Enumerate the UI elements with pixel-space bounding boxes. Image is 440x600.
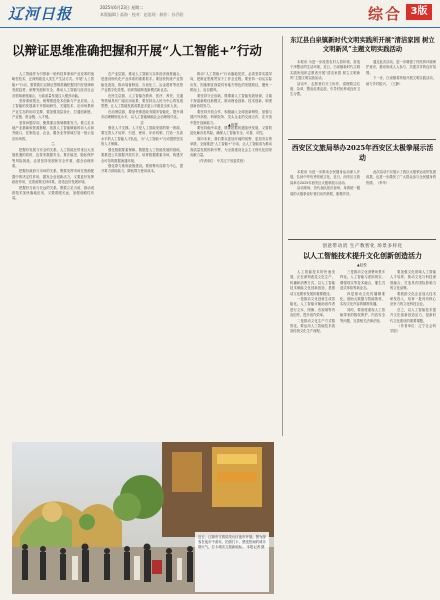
- paragraph: 本报讯 为进一步改善农村人居环境，营造干净整洁的生活环境，近日，白泉镇新时代文明实践所组织志愿者开展“清洁家园 树立文明新风”主题文明实践活动。: [290, 60, 360, 81]
- left-article-headline: 以辩证思维准确把握和开展“人工智能+”行动: [12, 43, 262, 58]
- paragraph: 要坚持稳中求进，既要抢抓机遇加快发展，又要防范化解各类风险，确保人工智能安全、可靠、可控。: [190, 126, 272, 136]
- paragraph: 总之，以人工智能技术提升文化创新创造活力，是新时代文化建设的重要课题。: [390, 307, 436, 323]
- paragraph: 推动“人工智能+”行动落地见效，必须坚持实践导向，把辩证思维贯穿于工作全过程。要坚持一切从实际出发，因地制宜探索具有地方特色的发展路径，避免一哄而上、盲目跟风。: [190, 72, 272, 93]
- newspaper-logo: 辽河日报: [8, 5, 73, 23]
- paragraph: 把握好发展与安全的关系。人工智能在带来巨大发展机遇的同时，也带来数据安全、算法偏见、隐私保护等风险挑战，必须坚持发展和安全并重，健全治理体系。: [12, 147, 94, 168]
- right-top-col2: [366, 60, 436, 138]
- paragraph: 强化数据要素保障。数据是人工智能发展的基础，要推进公共数据开放共享，培育数据要素市场，构建安全可信的数据流通环境。: [101, 147, 183, 163]
- left-article-col2: [101, 72, 183, 438]
- right-bot-col2: [340, 270, 385, 595]
- paragraph: 三是推动文化消费场景多样化。人工智能与虚拟现实、增强现实等技术融合，催生沉浸式体验等新业态。: [340, 270, 385, 291]
- paragraph: 四是推动文化传播精准化。借助大数据与智能推荐，实现文化内容的精准传播。: [340, 291, 385, 307]
- paragraph: 同时，要高度重视人工智能带来的版权保护、内容安全等问题，完善相关法律法规。: [340, 307, 385, 323]
- date-line: 2025年6月23日 星期二: [100, 5, 144, 10]
- paragraph: 活动中，志愿者们分工协作，清理路边垃圾、杂草，整治乱堆乱放，引导村民养成良好卫生习惯。: [290, 81, 360, 97]
- subhead: 三: [140, 120, 144, 125]
- right-bot-col3: [390, 270, 436, 595]
- right-bot-headline: 以人工智能技术提升文化创新创造活力: [303, 251, 422, 260]
- left-article-col1: [12, 72, 94, 438]
- paragraph: （作者单位：辽宁社会科学院）: [390, 324, 436, 334]
- paragraph: 通过此次活动，进一步增强了村民的环境保护意识，推动形成人人参与、共建共享的良好氛围。: [366, 60, 436, 75]
- paragraph: 本报讯 为进一步推动全民健身运动深入开展，弘扬中华优秀传统文化，近日，西安区文旅局举办2025年西安区太极拳展示活动。: [290, 170, 360, 185]
- right-mid-col2: [366, 170, 436, 238]
- paragraph: 强化人才支撑。人才是人工智能发展的第一资源，要完善人才培养、引进、使用、评价机制，打造一支高水平的人工智能人才队伍，为“人工智能+”行动提供坚实的人才保障。: [101, 126, 183, 147]
- caption-credit: 本报记者 摄: [246, 545, 265, 550]
- right-bot-col1: [290, 270, 335, 595]
- paragraph: 在治理层面，要加快推进政务服务智能化，提升城市治理精细化水平，以人工智能赋能社会治理现代化。: [101, 109, 183, 120]
- editor-line: 本版编辑 | 高海 · 校对：赵思瑶 · 制作：孙乔阳: [100, 12, 184, 17]
- right-bot-byline: ▲赵悦: [357, 263, 367, 267]
- paragraph: 下一步，白泉镇将持续开展文明实践活动，助力乡村振兴。（王静）: [366, 76, 436, 86]
- paragraph: 在民生层面，人工智能在教育、医疗、养老、交通等领域具有广阔应用前景，要坚持以人民为中心的发展思想，让人工智能发展成果更多更公平惠及全体人民。: [101, 93, 183, 109]
- divider: [288, 239, 436, 240]
- paragraph: 此次活动不仅展示了我区太极拳运动的发展成果，也进一步激发了广大群众参与全民健身的热情。（李华）: [366, 170, 436, 185]
- paragraph: （作者单位：中共辽宁省委党校）: [197, 158, 247, 163]
- paragraph: 要加强文化领域人工智能人才培养，推动文化与科技深度融合，打造具有国际影响力的文化品牌。: [390, 270, 436, 291]
- paragraph: 坚持系统观念，统筹推进技术创新与产业应用。人工智能的发展离不开基础研究、关键技术、应用场景和产业生态的协同支撑，要加强顶层设计，打通创新链、产业链、资金链、人才链。: [12, 99, 94, 120]
- paragraph: 把握好当前与长远的关系。既要立足当前，推动成熟技术加快落地应用，又要着眼长远，加强前瞻性布局。: [12, 185, 94, 201]
- paragraph: 人工智能技术的快速发展，正在深刻改变文化生产、传播和消费方式。以人工智能技术赋能文化创新创造，是推动文化繁荣发展的重要路径。: [290, 270, 335, 296]
- masthead: [0, 0, 440, 28]
- left-article-byline: ▲蒋慧: [228, 123, 238, 127]
- page-number: 3版: [406, 4, 432, 20]
- paragraph: 人工智能作为引领新一轮科技革命和产业变革的战略性技术，正深刻改变人类生产生活方式。开展“人工智能+”行动，需要我们以辩证思维准确把握其内在规律和发展趋势，统筹发展和安全，推动人工智能与经济社会各领域深度融合，为高质量发展注入强劲动能。: [12, 72, 94, 98]
- paragraph: 一是推动文化创意生成智能化。人工智能可辅助创作者进行文本、图像、音视频等内容创作，提升创作效率。: [290, 297, 335, 318]
- subhead: 二: [51, 142, 55, 147]
- paragraph: 活动现场，各代表队依次登场，身着统一服装的太极拳爱好者们动作舒展、刚柔并济。: [290, 186, 360, 196]
- right-top-col1: [290, 60, 360, 138]
- section-title: 综合: [367, 5, 402, 23]
- right-mid-headline: 西安区文旅局举办2025年西安区太极拳展示活动: [291, 144, 434, 162]
- paragraph: 要坚持守正创新，既尊重人工智能发展规律，又敢于探索新路径新模式，推动理论创新、技术创新、制度创新协同发力。: [190, 93, 272, 109]
- caption-text: 近日，辽源市文旅局龙山区夜市开展。图为游客在夜市中游玩、拍照打卡，感受热闹的城市烟火气，打卡城市文旅新地标。: [198, 535, 266, 550]
- paragraph: 强化算力基础设施建设。要统筹布局算力中心，提升算力供给能力，降低算力使用成本。: [101, 163, 183, 174]
- column-divider: [282, 36, 283, 436]
- left-article-col3: [190, 72, 272, 438]
- paragraph: 二是推动文化生产方式数智化。要运用人工智能技术改造传统文化生产流程。: [290, 318, 335, 334]
- right-top-headline: 东辽县白泉镇新时代文明实践所开展“清洁家园 树立文明新风”主题文明实践活动: [290, 37, 435, 53]
- right-mid-col1: [290, 170, 360, 238]
- paragraph: 要坚持开放合作，积极融入全球创新网络，加强与国内外高校、科研院所、龙头企业的交流合作，在开放中提升创新能力。: [190, 109, 272, 125]
- right-bot-kicker: 创意带动消 生产数智化 场景多样化: [322, 244, 403, 249]
- paragraph: 在产业层面，推动人工智能与实体经济深度融合，是建设现代化产业体系的重要抓手。要加快传统产业智能化改造，推动装备制造、石油化工、冶金建材等优势产业数字化转型，培育智能制造新模式新业态。: [101, 72, 183, 93]
- paragraph: 把握好政府与市场的关系。既要发挥市场在资源配置中的决定性作用，激发企业创新活力，又要更好发挥政府作用，完善政策支持体系，营造良好发展环境。: [12, 169, 94, 185]
- paragraph: 坚持问题导向，聚焦重点领域精准发力。要立足本地产业基础和资源禀赋，找准人工智能赋能的切入点和突破口，在制造业、农业、服务业等领域打造一批示范应用场景。: [12, 120, 94, 141]
- paragraph: 要鼓励文化企业加大技术研发投入，培育一批具有核心竞争力的文化科技企业。: [390, 291, 436, 307]
- photo-caption: [195, 532, 269, 592]
- paragraph: 面向未来，我们要以更加开阔的视野、更加务实的举措，全面推进“人工智能+”行动，让人工智能成为推动高质量发展的新引擎，为全面建设社会主义现代化国家贡献力量。: [190, 136, 272, 158]
- divider: [288, 139, 436, 140]
